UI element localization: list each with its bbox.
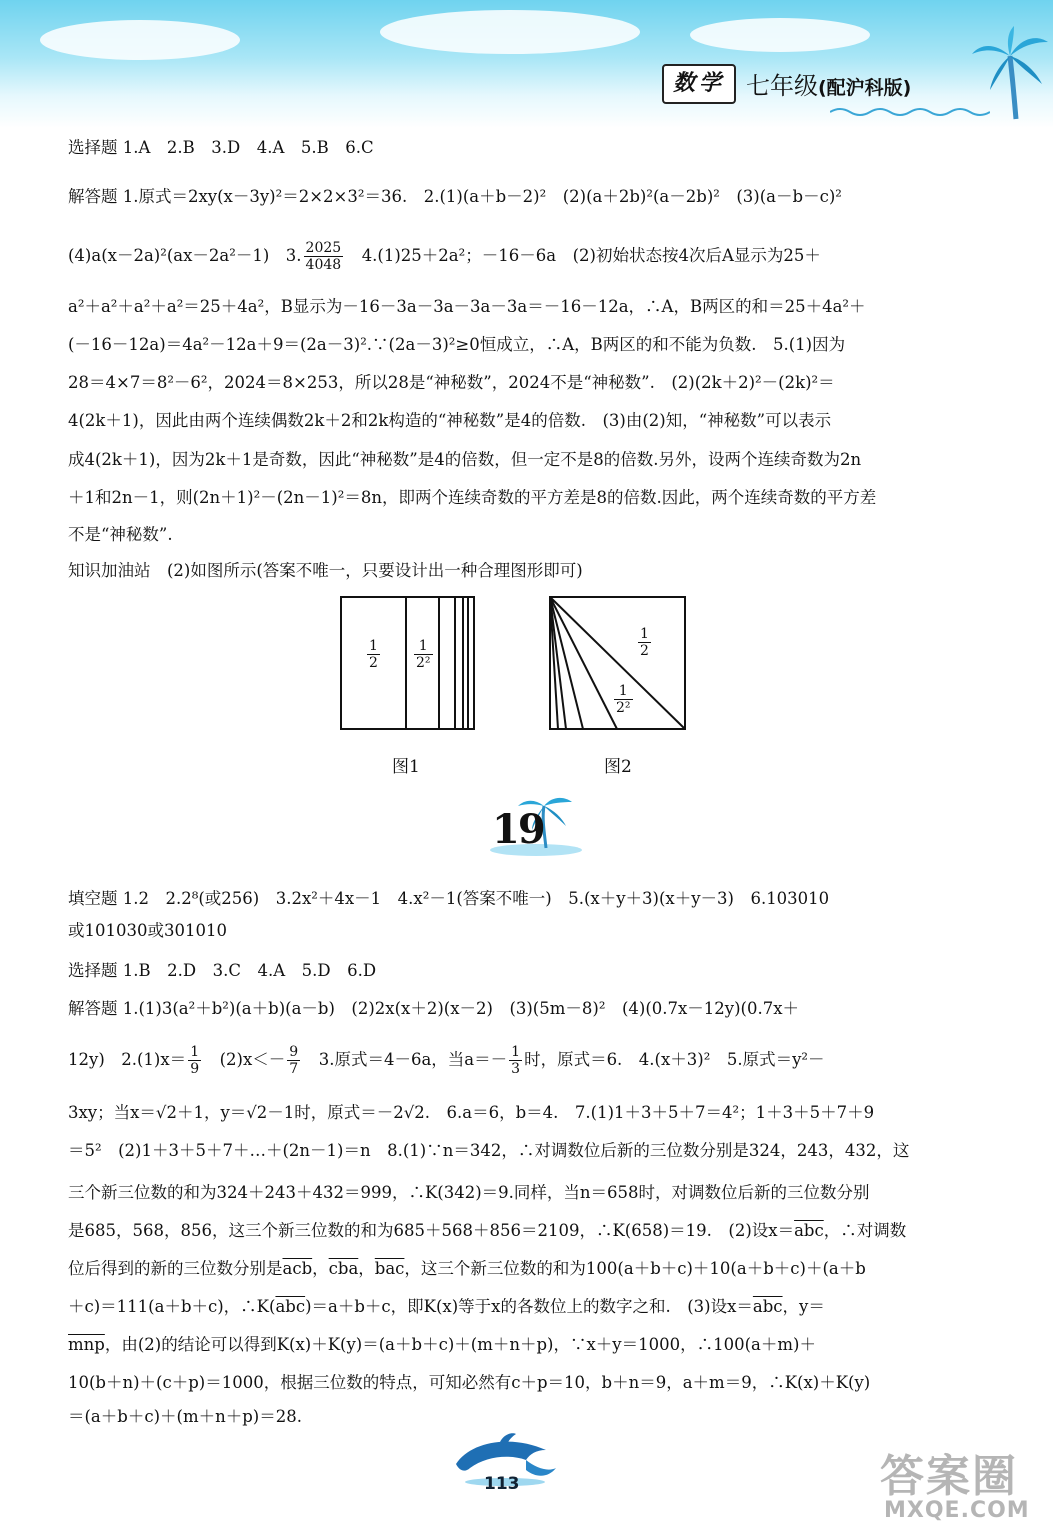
figure-1-caption: 图1 [392,757,420,777]
answer-line: ＝5² (2)1＋3＋5＋7＋…＋(2n－1)＝n 8.(1)∵n＝342，∴对调数位后新的三位数分别是324，243，432，这 [68,1141,910,1160]
answer-line: 3xy；当x＝√2＋1，y＝√2－1时，原式＝－2√2. 6.a＝6，b＝4. 7.(1)1＋3＋5＋7＝4²；1＋3＋5＋7＋9 [68,1103,875,1122]
cloud-decoration [40,20,240,60]
fraction: $\frac{2025}{4048}$ [305,240,342,273]
cloud-decoration [380,10,640,54]
fraction: $\frac{9}{7}$ [289,1044,299,1077]
watermark-text: 答案圈 [880,1451,1018,1502]
figure-1-rectangles [340,596,476,732]
figure-2-caption: 图2 [604,757,632,777]
fig2-label-half: $\frac{1}{2}$ [640,626,649,659]
answer-line: ＋1和2n－1，则(2n＋1)²－(2n－1)²＝8n，即两个连续奇数的平方差是8的倍数.因此，两个连续奇数的平方差 [68,488,877,507]
answer-line: 是685，568，856，这三个新三位数的和为685＋568＋856＝2109，∴K(658)＝19. (2)设$x=\overline{abc}$，∴对调数 [68,1221,907,1240]
fraction: $\frac{1}{9}$ [190,1044,200,1077]
grade-label [746,66,911,101]
answer-line: 不是“神秘数”. [68,525,173,544]
answer-line: 4(2k＋1)，因此由两个连续偶数2k＋2和2k构造的“神秘数”是4的倍数. (3)由(2)知，“神秘数”可以表示 [68,411,832,430]
answer-line: (4)a(x－2a)²(ax－2a²－1) 3. $\frac{2025}{4048}$ 4.(1)25＋2a²；－16－6a (2)初始状态按4次后A显示为25＋ [68,240,821,273]
answer-line: 位后得到的新的三位数分别是$\overline{acb}$，$\overline{cba}$，$\overline{bac}$，这三个新三位数的和为100(a＋b＋c)＋10(a＋b＋c)＋(a＋b [68,1259,866,1278]
answer-line: 选择题 1.B 2.D 3.C 4.A 5.D 6.D [68,961,377,980]
cloud-decoration [690,18,870,52]
answer-line: 12y) 2.(1)x＝ $\frac{1}{9}$ (2)x＜－ $\frac{9}{7}$ 3.原式＝4－6a，当a＝－ $\frac{1}{3}$ 时，原式＝6. 4.(x＋3)² 5.原式＝y²－ [68,1044,825,1077]
answer-line: 成4(2k＋1)，因为2k＋1是奇数，因此“神秘数”是4的倍数，但一定不是8的倍数.另外，设两个连续奇数为2n [68,450,862,469]
answer-line: 解答题 1.原式＝2xy(x－3y)²＝2×2×3²＝36. 2.(1)(a＋b－2)² (2)(a＋2b)²(a－2b)² (3)(a－b－c)² [68,187,842,206]
answer-line: 三个新三位数的和为324＋243＋432＝999，∴K(342)＝9.同样，当n＝658时，对调数位后新的三位数分别 [68,1183,870,1202]
watermark-domain: MXQE.COM [884,1498,1030,1523]
subject-label: 数学 [662,64,736,104]
section-number: 19 [492,806,544,853]
answer-line: ＝(a＋b＋c)＋(m＋n＋p)＝28. [68,1407,302,1426]
fig2-label-quarter: $\frac{1}{\text{2²}}$ [616,683,631,716]
answer-line: 知识加油站 (2)如图所示(答案不唯一，只要设计出一种合理图形即可) [68,561,583,580]
fig1-label-quarter: $\frac{1}{\text{2²}}$ [416,638,431,671]
answer-line: a²＋a²＋a²＋a²＝25＋4a²，B显示为－16－3a－3a－3a－3a＝－16－12a，∴A，B两区的和＝25＋4a²＋ [68,297,866,316]
answer-line: 28＝4×7＝8²－6²，2024＝8×253，所以28是“神秘数”，2024不是“神秘数”. (2)(2k＋2)²－(2k)²＝ [68,373,835,392]
fig1-label-half: $\frac{1}{2}$ [369,638,378,671]
answer-line: ＋c)＝111(a＋b＋c)，$\therefore K(\overline{abc})=a+b+c$，即K(x)等于x的各数位上的数字之和. (3)设$x=\overline{abc}$，y＝ [68,1297,825,1316]
answer-line: 10(b＋n)＋(c＋p)＝1000，根据三位数的特点，可知必然有c＋p＝10，b＋n＝9，a＋m＝9，∴K(x)＋K(y) [68,1373,871,1392]
grade-text: 七年级 [746,72,818,100]
fraction: $\frac{1}{3}$ [511,1044,521,1077]
edition-text: (配沪科版) [818,77,912,99]
wave-decoration [830,104,990,118]
answer-line: 或101030或301010 [68,921,227,940]
answer-line: (－16－12a)＝4a²－12a＋9＝(2a－3)².∵(2a－3)²≥0恒成立，∴A，B两区的和不能为负数. 5.(1)因为 [68,335,846,354]
answer-line: 解答题 1.(1)3(a²＋b²)(a＋b)(a－b) (2)2x(x＋2)(x－2) (3)(5m－8)² (4)(0.7x－12y)(0.7x＋ [68,999,800,1018]
watermark [880,1440,1050,1530]
answer-line: $\overline{mnp}$，由(2)的结论可以得到K(x)＋K(y)＝(a＋b＋c)＋(m＋n＋p)，∵x＋y＝1000，∴100(a＋m)＋ [68,1335,816,1354]
answer-line: 选择题 1.A 2.B 3.D 4.A 5.B 6.C [68,138,374,157]
page-number: 113 [484,1474,520,1494]
answer-line: 填空题 1.2 2.2⁸(或256) 3.2x²＋4x－1 4.x²－1(答案不唯一) 5.(x＋y＋3)(x＋y－3) 6.103010 [68,889,830,908]
